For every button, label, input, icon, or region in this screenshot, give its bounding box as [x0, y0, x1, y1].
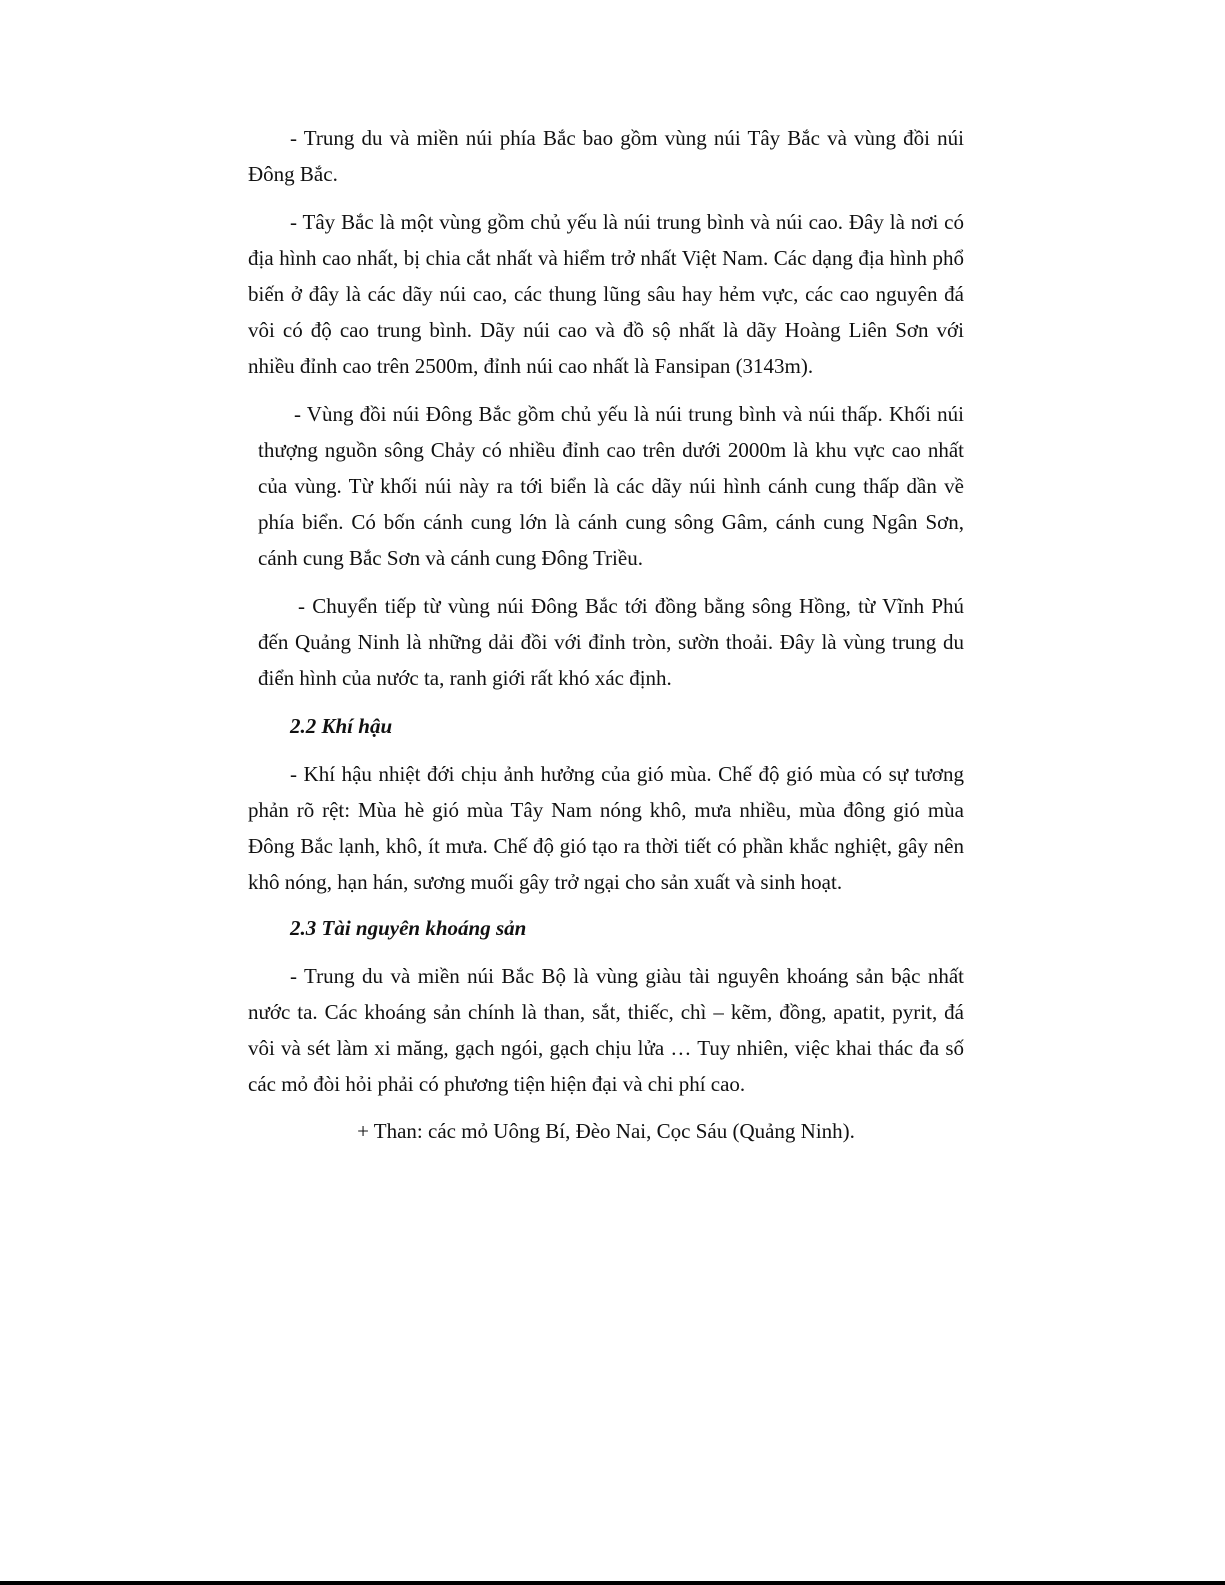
heading-minerals: 2.3 Tài nguyên khoáng sản: [290, 916, 527, 940]
coal-mines-line: + Than: các mỏ Uông Bí, Đèo Nai, Cọc Sáu (Quảng Ninh).: [357, 1119, 855, 1143]
page-bottom-border: [0, 1581, 1225, 1585]
paragraph-minerals: - Trung du và miền núi Bắc Bộ là vùng giàu tài nguyên khoáng sản bậc nhất nước ta. Các khoáng sản chính là than, sắt, thiếc, chì – kẽm, đồng, apatit, pyrit, đá vôi và sét làm xi măng, gạch ngói, gạch chịu lửa … Tuy nhiên, việc khai thác đa số các mỏ đòi hỏi phải có phương tiện hiện đại và chi phí cao.: [248, 964, 964, 1096]
paragraph-northeast: - Vùng đồi núi Đông Bắc gồm chủ yếu là núi trung bình và núi thấp. Khối núi thượng nguồn sông Chảy có nhiều đỉnh cao trên dưới 2000m là khu vực cao nhất của vùng. Từ khối núi này ra tới biển là các dãy núi hình cánh cung thấp dần về phía biển. Có bốn cánh cung lớn là cánh cung sông Gâm, cánh cung Ngân Sơn, cánh cung Bắc Sơn và cánh cung Đông Triều.: [258, 402, 964, 570]
paragraph-region-overview: - Trung du và miền núi phía Bắc bao gồm vùng núi Tây Bắc và vùng đồi núi Đông Bắc.: [248, 126, 964, 186]
paragraph-midland: - Chuyển tiếp từ vùng núi Đông Bắc tới đồng bằng sông Hồng, từ Vĩnh Phú đến Quảng Ninh là những dải đồi với đỉnh tròn, sườn thoải. Đây là vùng trung du điển hình của nước ta, ranh giới rất khó xác định.: [258, 594, 964, 690]
paragraph-climate: - Khí hậu nhiệt đới chịu ảnh hưởng của gió mùa. Chế độ gió mùa có sự tương phản rõ rệt: Mùa hè gió mùa Tây Nam nóng khô, mưa nhiều, mùa đông gió mùa Đông Bắc lạnh, khô, ít mưa. Chế độ gió tạo ra thời tiết có phần khắc nghiệt, gây nên khô nóng, hạn hán, sương muối gây trở ngại cho sản xuất và sinh hoạt.: [248, 762, 964, 894]
heading-climate: 2.2 Khí hậu: [290, 714, 393, 738]
paragraph-northwest: - Tây Bắc là một vùng gồm chủ yếu là núi trung bình và núi cao. Đây là nơi có địa hình cao nhất, bị chia cắt nhất và hiểm trở nhất Việt Nam. Các dạng địa hình phổ biến ở đây là các dãy núi cao, các thung lũng sâu hay hẻm vực, các cao nguyên đá vôi có độ cao trung bình. Dãy núi cao và đồ sộ nhất là dãy Hoàng Liên Sơn với nhiều đỉnh cao trên 2500m, đỉnh núi cao nhất là Fansipan (3143m).: [248, 210, 964, 378]
